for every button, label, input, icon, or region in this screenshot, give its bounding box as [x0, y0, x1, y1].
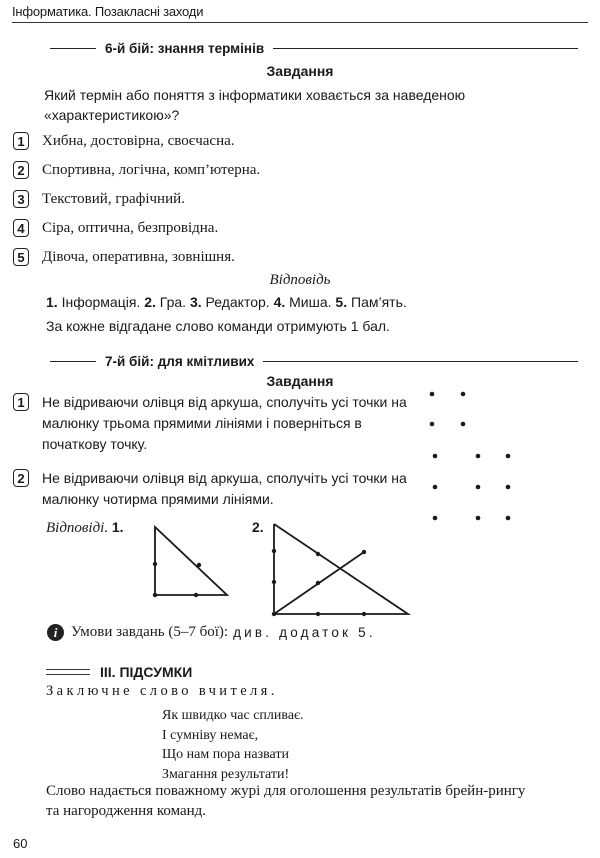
closing-word: Заключне слово вчителя. [46, 683, 278, 699]
round6-heading-text: 6-й бій: знання термінів [105, 40, 265, 56]
dot [430, 422, 435, 427]
poem-line: Змагання результати! [162, 766, 290, 782]
round6-answer-heading: Відповідь [269, 272, 331, 288]
section3-heading [46, 664, 192, 680]
conditions-note [47, 624, 376, 641]
note-text: Умови завдань (5–7 бої): [71, 624, 229, 640]
answer-number: 2. [144, 294, 156, 310]
round6-task-heading: Завдання [266, 63, 334, 79]
dot [272, 612, 276, 616]
item-number-box: 3 [13, 190, 29, 208]
round6-item-3 [13, 189, 185, 209]
answer-number: 4. [273, 294, 286, 310]
info-icon: i [47, 624, 64, 641]
item-number-box: 5 [13, 248, 29, 266]
item-text: Сіра, оптична, безпровідна. [42, 220, 219, 236]
item-number-box: 4 [13, 219, 29, 237]
poem [162, 706, 304, 784]
dot [153, 593, 157, 597]
round7-heading [50, 353, 578, 369]
dot [476, 516, 481, 521]
answer-1-number: 1. [111, 519, 124, 535]
answer-number: 5. [335, 294, 348, 310]
item-number-box: 2 [13, 161, 29, 179]
triangle-path [155, 527, 227, 595]
dot [476, 485, 481, 490]
dot [433, 454, 438, 459]
round6-item-5 [13, 247, 235, 267]
round7-item-1 [13, 392, 412, 455]
item-text: Текстовий, графічний. [42, 191, 185, 207]
item-number-box: 1 [13, 132, 29, 150]
note-reference: див. додаток 5. [233, 625, 376, 640]
dot [272, 580, 276, 584]
answer-1-figure [148, 522, 232, 600]
item-text: Не відриваючи олівця від аркуша, сполучіть усі точки на малюнку трьома прямими лініями і поверніться в початкову точку. [42, 394, 407, 452]
dot [433, 516, 438, 521]
answer-text: Миша. [289, 294, 332, 310]
answer-text: Пам’ять. [351, 294, 407, 310]
poem-line: Як швидко час спливає. [162, 708, 304, 723]
dot [316, 581, 320, 585]
dot [461, 392, 466, 397]
double-rule [46, 669, 90, 675]
dot [194, 593, 198, 597]
section3-heading-text: III. ПІДСУМКИ [100, 664, 193, 680]
answer-text: Інформація. [61, 294, 141, 310]
round7-answers-label [46, 519, 124, 537]
item-text: Хибна, достовірна, своєчасна. [42, 133, 235, 149]
dot [506, 485, 511, 490]
round6-item-2 [13, 160, 260, 180]
dot [272, 549, 276, 553]
page-number: 60 [13, 836, 28, 851]
round7-heading-text: 7-й бій: для кмітливих [105, 353, 255, 369]
dot [433, 485, 438, 490]
dot [153, 562, 157, 566]
final-paragraph: Слово надається поважному журі для оголошення результатів брейн-рингу та нагородження команд. [46, 783, 526, 819]
round6-item-1 [13, 131, 235, 151]
dot [461, 422, 466, 427]
running-head: Інформатика. Позакласні заходи [12, 4, 204, 19]
item-text: Не відриваючи олівця від аркуша, сполучіть усі точки на малюнку чотирма прямими лініями. [42, 470, 407, 507]
item-text: Спортивна, логічна, комп’ютерна. [42, 162, 261, 178]
answer-number: 3. [189, 294, 202, 310]
round6-score-note: За кожне відгадане слово команди отримують 1 бал. [46, 318, 390, 334]
item-number-box: 2 [13, 469, 29, 487]
heading-rule-left [50, 361, 96, 362]
answer-text: Гра. [159, 294, 187, 310]
answer-number: 1. [46, 294, 58, 310]
dots-puzzle-figure [420, 386, 520, 526]
answer-2-figure [262, 518, 412, 618]
poem-line: І сумніву немає, [162, 727, 259, 743]
dot [316, 552, 320, 556]
poem-line: Що нам пора назвати [162, 747, 290, 762]
dot [362, 612, 366, 616]
answer-2-number: 2. [252, 519, 264, 535]
dot [316, 612, 320, 616]
heading-rule-right [263, 361, 578, 362]
dot [506, 454, 511, 459]
dot [476, 454, 481, 459]
dot [430, 392, 435, 397]
answer-text: Редактор. [205, 294, 270, 310]
round6-heading [50, 40, 578, 56]
dot [197, 563, 201, 567]
heading-rule-left [50, 48, 96, 49]
item-text: Дівоча, оперативна, зовнішня. [42, 249, 235, 265]
round6-item-4 [13, 218, 218, 238]
header-rule [12, 22, 588, 23]
round6-prompt: Який термін або поняття з інформатики ховається за наведеною «характеристикою»? [44, 87, 466, 123]
round7-item-2 [13, 468, 412, 510]
dot [506, 516, 511, 521]
dot [362, 550, 366, 554]
round7-task-heading: Завдання [266, 373, 334, 389]
heading-rule-right [273, 48, 578, 49]
round6-answers [46, 294, 407, 310]
item-number-box: 1 [13, 393, 29, 411]
answers-label: Відповіді. [46, 520, 109, 536]
